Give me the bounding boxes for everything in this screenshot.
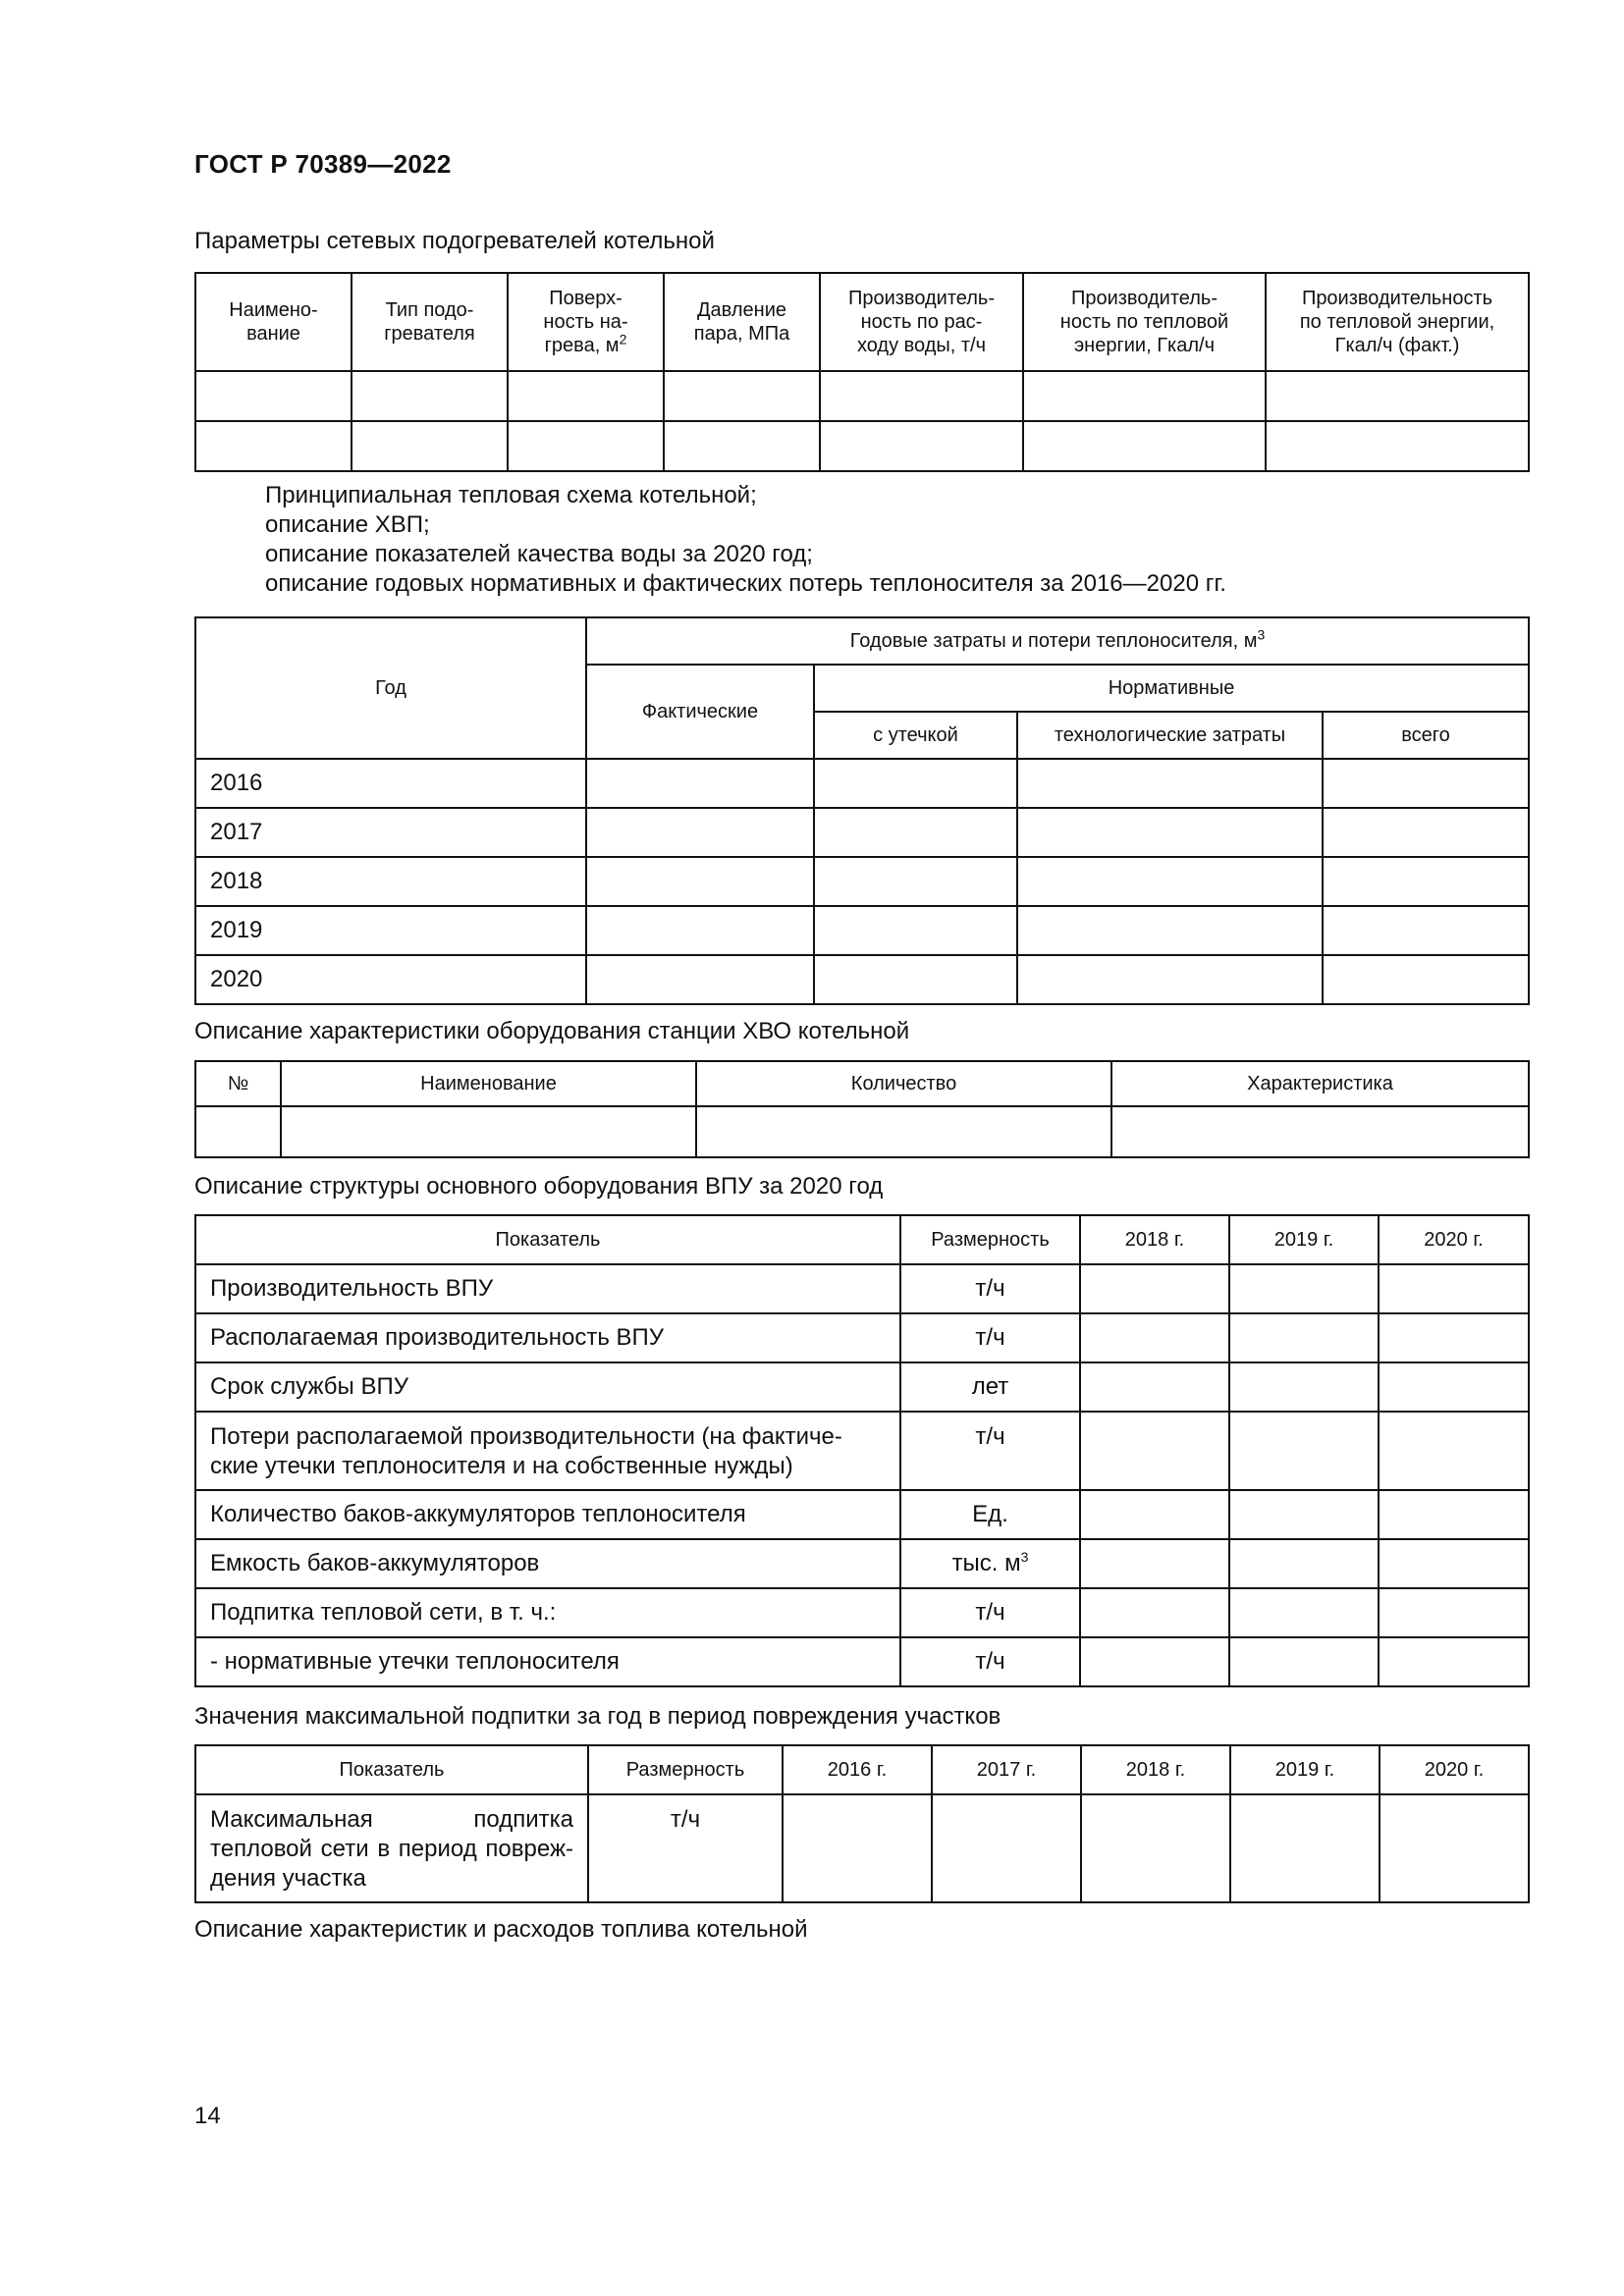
- table-cell: [1080, 1362, 1229, 1412]
- table-cell: [352, 371, 508, 421]
- indicator-cell: Производительность ВПУ: [195, 1264, 900, 1313]
- col-name: Наимено- вание: [195, 273, 352, 371]
- col-2017: 2017 г.: [932, 1745, 1081, 1794]
- table-row: [195, 1412, 1529, 1490]
- indicator-cell: Емкость баков-аккумуляторов: [195, 1539, 900, 1588]
- losses-table: [194, 616, 1530, 1005]
- vpu-structure-table: [194, 1214, 1530, 1687]
- table-cell: [664, 421, 820, 471]
- table-cell: [1379, 1490, 1529, 1539]
- col-group-losses-label: Годовые затраты и потери теплоносителя, м: [849, 630, 1258, 652]
- table-cell: [1323, 808, 1529, 857]
- table-cell: [814, 808, 1017, 857]
- table-cell: [1017, 808, 1323, 857]
- col-name: Наименование: [281, 1061, 696, 1106]
- table-cell: [1111, 1106, 1529, 1157]
- paragraph-line: описание ХВП;: [265, 511, 430, 538]
- unit-cell: [900, 1539, 1080, 1588]
- table-cell: [1080, 1588, 1229, 1637]
- indicator-cell: Подпитка тепловой сети, в т. ч.:: [195, 1588, 900, 1637]
- unit-cell: т/ч: [900, 1588, 1080, 1637]
- col-2020: 2020 г.: [1380, 1745, 1529, 1794]
- indicator-cell: Максимальная подпитка тепловой сети в период повреж-дения участка: [195, 1794, 588, 1902]
- table-cell: [1017, 906, 1323, 955]
- col-quantity: Количество: [696, 1061, 1111, 1106]
- table-cell: [1266, 421, 1529, 471]
- table-cell: [1379, 1264, 1529, 1313]
- table-cell: [1229, 1490, 1379, 1539]
- table-cell: [1080, 1412, 1229, 1490]
- table-cell: [1229, 1539, 1379, 1588]
- table-row: [195, 808, 1529, 857]
- page-number: 14: [194, 2103, 221, 2129]
- table-cell: [195, 421, 352, 471]
- table-cell: [586, 759, 814, 808]
- col-characteristic: Характеристика: [1111, 1061, 1529, 1106]
- year-cell: 2016: [195, 759, 586, 808]
- col-normative: Нормативные: [814, 665, 1529, 712]
- indicator-cell: Располагаемая производительность ВПУ: [195, 1313, 900, 1362]
- col-group-losses-sup: 3: [1257, 626, 1266, 643]
- table-cell: [1379, 1637, 1529, 1686]
- table-row: [195, 1490, 1529, 1539]
- col-indicator: Показатель: [195, 1215, 900, 1264]
- table-row: [195, 906, 1529, 955]
- col-2018: 2018 г.: [1080, 1215, 1229, 1264]
- table-cell: [1323, 955, 1529, 1004]
- unit-sup: 3: [1020, 1549, 1029, 1565]
- col-heat-capacity: Производитель- ность по тепловой энергии, Гкал/ч: [1023, 273, 1266, 371]
- indicator-cell: - нормативные утечки теплоносителя: [195, 1637, 900, 1686]
- col-2020: 2020 г.: [1379, 1215, 1529, 1264]
- table-cell: [586, 808, 814, 857]
- table-cell: [820, 371, 1023, 421]
- col-leak: с утечкой: [814, 712, 1017, 759]
- indicator-cell: Потери располагаемой производительности (на фактиче- ские утечки теплоносителя и на собственные нужды): [195, 1412, 900, 1490]
- col-surface-sup: 2: [619, 331, 627, 347]
- table5-caption: Значения максимальной подпитки за год в период повреждения участков: [194, 1703, 1001, 1730]
- col-total: всего: [1323, 712, 1529, 759]
- table-cell: [814, 857, 1017, 906]
- table-cell: [932, 1794, 1081, 1902]
- table-cell: [586, 906, 814, 955]
- table-cell: [195, 371, 352, 421]
- col-pressure: Давление пара, МПа: [664, 273, 820, 371]
- table-cell: [352, 421, 508, 471]
- table-cell: [814, 759, 1017, 808]
- col-year: Год: [195, 617, 586, 759]
- table-row: [195, 857, 1529, 906]
- table-cell: [281, 1106, 696, 1157]
- unit-cell: т/ч: [900, 1412, 1080, 1490]
- table-cell: [1081, 1794, 1230, 1902]
- table-row: [195, 1362, 1529, 1412]
- col-surface: [508, 273, 664, 371]
- table-cell: [1080, 1637, 1229, 1686]
- unit-cell: т/ч: [588, 1794, 783, 1902]
- table-cell: [1266, 371, 1529, 421]
- table-row: [195, 1313, 1529, 1362]
- indicator-cell: Срок службы ВПУ: [195, 1362, 900, 1412]
- table-cell: [508, 371, 664, 421]
- table-cell: [1023, 371, 1266, 421]
- table-cell: [814, 906, 1017, 955]
- table-cell: [1229, 1412, 1379, 1490]
- table-cell: [1323, 906, 1529, 955]
- table-cell: [1017, 759, 1323, 808]
- col-2019: 2019 г.: [1230, 1745, 1380, 1794]
- year-cell: 2020: [195, 955, 586, 1004]
- paragraph-list: [265, 481, 1226, 599]
- col-group-losses: [586, 617, 1529, 665]
- table-cell: [195, 1106, 281, 1157]
- table-cell: [1229, 1588, 1379, 1637]
- col-tech: технологические затраты: [1017, 712, 1323, 759]
- table-cell: [1017, 955, 1323, 1004]
- table-cell: [508, 421, 664, 471]
- col-2018: 2018 г.: [1081, 1745, 1230, 1794]
- col-2019: 2019 г.: [1229, 1215, 1379, 1264]
- table-cell: [664, 371, 820, 421]
- table-cell: [1017, 857, 1323, 906]
- table-row: [195, 421, 1529, 471]
- table4-caption: Описание структуры основного оборудования ВПУ за 2020 год: [194, 1173, 884, 1200]
- paragraph-line: описание показателей качества воды за 2020 год;: [265, 541, 813, 567]
- table-cell: [1080, 1264, 1229, 1313]
- unit-cell: Ед.: [900, 1490, 1080, 1539]
- table-cell: [1080, 1313, 1229, 1362]
- table-row: [195, 1539, 1529, 1588]
- table-cell: [1323, 759, 1529, 808]
- hvo-equipment-table: [194, 1060, 1530, 1158]
- col-unit: Размерность: [900, 1215, 1080, 1264]
- table-cell: [1080, 1539, 1229, 1588]
- table-row: [195, 955, 1529, 1004]
- final-caption: Описание характеристик и расходов топлива котельной: [194, 1916, 808, 1943]
- table-cell: [1379, 1412, 1529, 1490]
- col-unit: Размерность: [588, 1745, 783, 1794]
- table-row: [195, 371, 1529, 421]
- table-row: [195, 759, 1529, 808]
- heaters-table: [194, 272, 1530, 472]
- col-water-flow: Производитель- ность по рас- ходу воды, т/ч: [820, 273, 1023, 371]
- table-cell: [1379, 1313, 1529, 1362]
- year-cell: 2019: [195, 906, 586, 955]
- table-cell: [1380, 1794, 1529, 1902]
- table-row: [195, 1264, 1529, 1313]
- table-row: [195, 1637, 1529, 1686]
- table-cell: [1230, 1794, 1380, 1902]
- unit-label: тыс. м: [951, 1550, 1021, 1576]
- table-cell: [586, 955, 814, 1004]
- table-cell: [783, 1794, 932, 1902]
- col-heater-type: Тип подо- гревателя: [352, 273, 508, 371]
- indicator-cell: Количество баков-аккумуляторов теплоносителя: [195, 1490, 900, 1539]
- paragraph-line: Принципиальная тепловая схема котельной;: [265, 482, 757, 508]
- table-cell: [1379, 1362, 1529, 1412]
- table1-caption: Параметры сетевых подогревателей котельной: [194, 228, 715, 254]
- col-surface-label: Поверх- ность на- грева, м: [543, 288, 628, 356]
- table-cell: [696, 1106, 1111, 1157]
- table-row: [195, 1106, 1529, 1157]
- paragraph-line: описание годовых нормативных и фактических потерь теплоносителя за 2016—2020 гг.: [265, 570, 1226, 597]
- table-cell: [1080, 1490, 1229, 1539]
- table-cell: [1229, 1362, 1379, 1412]
- document-header: ГОСТ Р 70389—2022: [194, 149, 452, 179]
- table-cell: [1323, 857, 1529, 906]
- unit-cell: т/ч: [900, 1264, 1080, 1313]
- table-cell: [1229, 1313, 1379, 1362]
- table-row: [195, 1588, 1529, 1637]
- table-cell: [1379, 1588, 1529, 1637]
- unit-cell: лет: [900, 1362, 1080, 1412]
- table-cell: [1229, 1637, 1379, 1686]
- col-2016: 2016 г.: [783, 1745, 932, 1794]
- col-heat-capacity-actual: Производительность по тепловой энергии, Гкал/ч (факт.): [1266, 273, 1529, 371]
- col-actual: Фактические: [586, 665, 814, 759]
- table-row: [195, 1794, 1529, 1902]
- col-indicator: Показатель: [195, 1745, 588, 1794]
- max-makeup-table: [194, 1744, 1530, 1903]
- col-number: №: [195, 1061, 281, 1106]
- year-cell: 2018: [195, 857, 586, 906]
- table-cell: [820, 421, 1023, 471]
- year-cell: 2017: [195, 808, 586, 857]
- table-cell: [1379, 1539, 1529, 1588]
- table-cell: [1229, 1264, 1379, 1313]
- unit-cell: т/ч: [900, 1313, 1080, 1362]
- table3-caption: Описание характеристики оборудования станции ХВО котельной: [194, 1018, 910, 1044]
- table-cell: [1023, 421, 1266, 471]
- table-cell: [814, 955, 1017, 1004]
- unit-cell: т/ч: [900, 1637, 1080, 1686]
- table-cell: [586, 857, 814, 906]
